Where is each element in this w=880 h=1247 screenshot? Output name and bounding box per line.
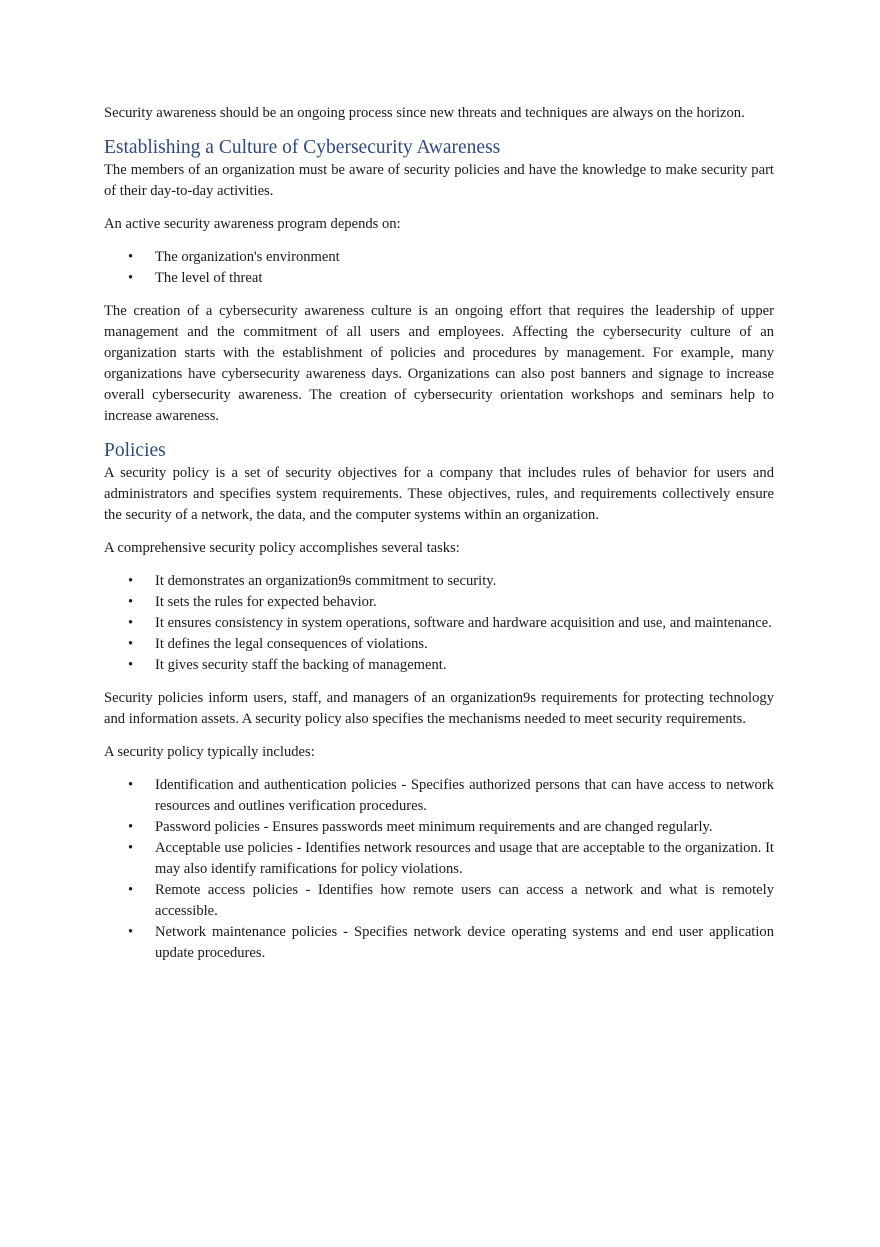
list-item-text: The level of threat (155, 270, 263, 286)
bullet-icon: • (128, 573, 134, 589)
bullet-icon: • (128, 657, 134, 673)
list-item-text: It defines the legal consequences of violations. (155, 636, 428, 652)
policies-paragraph-3: Security policies inform users, staff, and managers of an organization9s requirements for protecting technology and information assets. A security policy also specifies the mechanisms needed to meet security requirements. (104, 690, 774, 727)
list-item (104, 592, 774, 613)
document-body (104, 103, 774, 976)
list-item-text: Acceptable use policies - Identifies network resources and usage that are acceptable to the organization. It may also identify ramifications for policy violations. (155, 840, 774, 877)
list-item (104, 655, 774, 676)
culture-paragraph-1: The members of an organization must be aware of security policies and have the knowledge to make security part of their day-to-day activities. (104, 162, 774, 199)
list-item (104, 634, 774, 655)
bullet-icon: • (128, 636, 134, 652)
culture-paragraph-3: The creation of a cybersecurity awareness culture is an ongoing effort that requires the leadership of upper management and the commitment of all users and employees. Affecting the cybersecurity culture of an organization starts with the establishment of policies and procedures by management. For example, many organizations have cybersecurity awareness days. Organizations can also post banners and signage to increase overall cybersecurity awareness. The creation of cybersecurity orientation workshops and seminars help to increase awareness. (104, 303, 774, 424)
list-item (104, 838, 774, 880)
list-item (104, 613, 774, 634)
list-item (104, 571, 774, 592)
list-item-text: It demonstrates an organization9s commitment to security. (155, 573, 497, 589)
list-item-text: It ensures consistency in system operations, software and hardware acquisition and use, and maintenance. (155, 615, 772, 631)
policies-paragraph-1: A security policy is a set of security objectives for a company that includes rules of behavior for users and administrators and specifies system requirements. These objectives, rules, and requirements collectively ensure the security of a network, the data, and the computer systems within an organization. (104, 465, 774, 523)
intro-paragraph: Security awareness should be an ongoing process since new threats and techniques are always on the horizon. (104, 105, 745, 121)
bullet-icon: • (128, 819, 134, 835)
list-item-text: It sets the rules for expected behavior. (155, 594, 377, 610)
policies-paragraph-2: A comprehensive security policy accomplishes several tasks: (104, 540, 460, 556)
list-item (104, 880, 774, 922)
list-item (104, 922, 774, 964)
bullet-icon: • (128, 924, 134, 940)
policy-tasks-list (104, 571, 774, 676)
list-item-text: The organization's environment (155, 249, 340, 265)
list-item (104, 775, 774, 817)
bullet-icon: • (128, 270, 134, 286)
bullet-icon: • (128, 594, 134, 610)
bullet-icon: • (128, 840, 134, 856)
list-item-text: Identification and authentication policies - Specifies authorized persons that can have access to network resources and outlines verification procedures. (155, 777, 774, 814)
bullet-icon: • (128, 882, 134, 898)
list-item (104, 817, 774, 838)
policies-paragraph-4: A security policy typically includes: (104, 744, 315, 760)
bullet-icon: • (128, 615, 134, 631)
list-item (104, 268, 774, 289)
bullet-icon: • (128, 249, 134, 265)
culture-paragraph-2: An active security awareness program depends on: (104, 216, 401, 232)
list-item (104, 247, 774, 268)
culture-bullet-list (104, 247, 774, 289)
list-item-text: Network maintenance policies - Specifies network device operating systems and end user application update procedures. (155, 924, 774, 961)
heading-policies: Policies (104, 440, 166, 461)
heading-culture: Establishing a Culture of Cybersecurity Awareness (104, 137, 501, 158)
list-item-text: Remote access policies - Identifies how remote users can access a network and what is remotely accessible. (155, 882, 774, 919)
list-item-text: Password policies - Ensures passwords meet minimum requirements and are changed regularly. (155, 819, 713, 835)
bullet-icon: • (128, 777, 134, 793)
policy-includes-list (104, 775, 774, 964)
list-item-text: It gives security staff the backing of management. (155, 657, 447, 673)
